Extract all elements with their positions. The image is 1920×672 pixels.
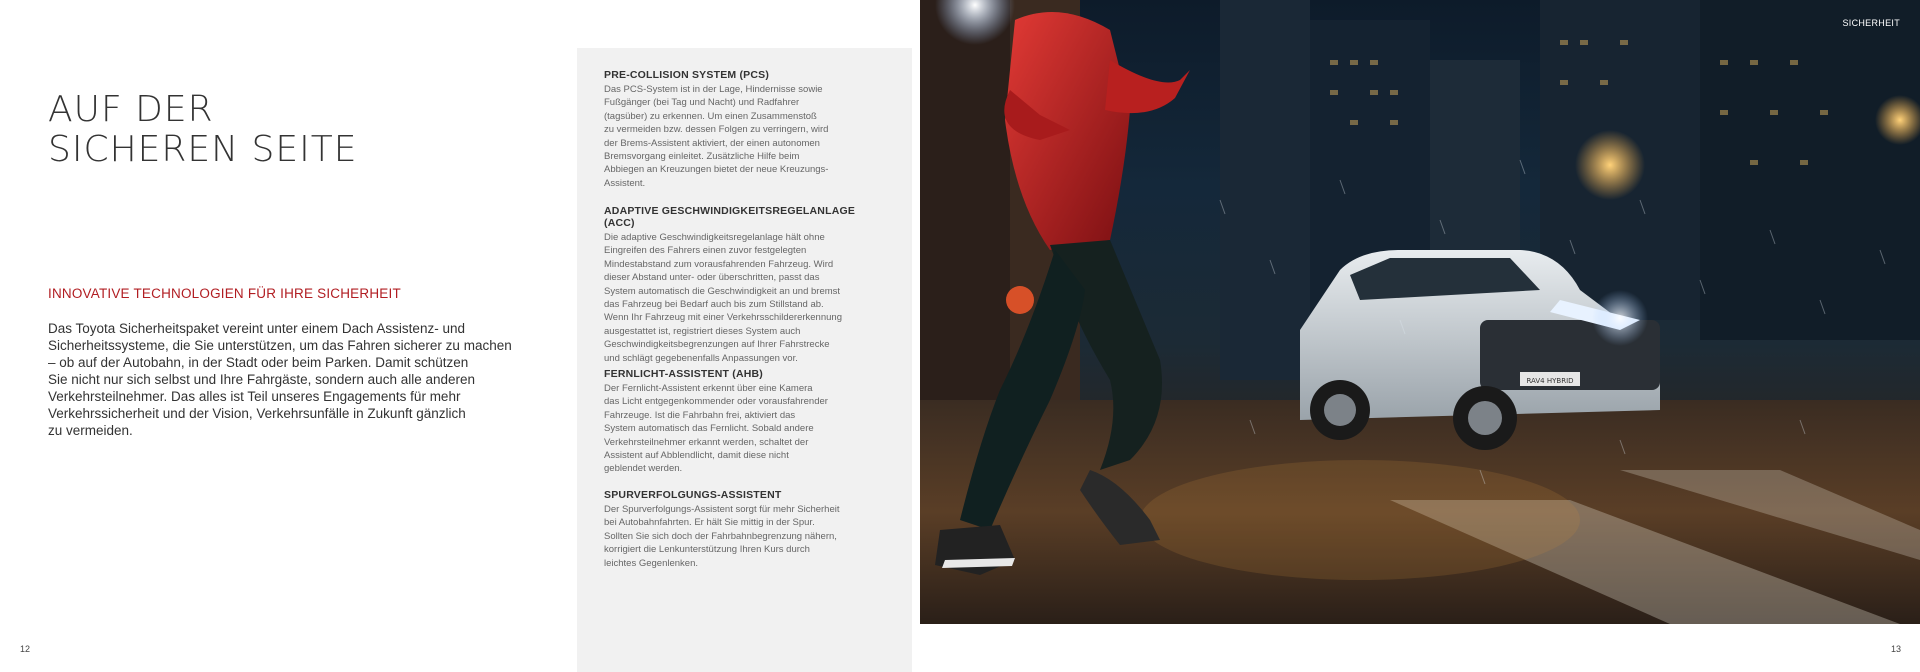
text-line: Fahrzeuge. Ist die Fahrbahn frei, aktiviert das <box>604 409 796 421</box>
night-city-scene <box>920 0 1920 624</box>
text-line: ausgestattet ist, registriert dieses System auch <box>604 325 801 337</box>
text-line: leichtes Gegenlenken. <box>604 557 699 569</box>
section-label: SICHERHEIT <box>1842 18 1900 28</box>
text-line: Das PCS-System ist in der Lage, Hindernisse sowie <box>604 84 823 95</box>
text-line: geblendet werden. <box>604 463 683 475</box>
feature-text <box>604 231 874 365</box>
intro-line: Das Toyota Sicherheitspaket vereint unter einem Dach Assistenz- und <box>48 321 465 336</box>
feature-text <box>604 503 874 570</box>
feature-pcs <box>604 69 874 190</box>
feature-title: SPURVERFOLGUNGS-ASSISTENT <box>604 489 782 501</box>
section-subheading: INNOVATIVE TECHNOLOGIEN FÜR IHRE SICHERHEIT <box>48 286 401 301</box>
text-line: Verkehrsteilnehmer erkannt werden, schaltet der <box>604 436 809 448</box>
intro-line: Sie nicht nur sich selbst und Ihre Fahrgäste, sondern auch alle anderen <box>48 372 476 387</box>
text-line: Wenn Ihr Fahrzeug mit einer Verkehrsschildererkennung <box>604 312 842 324</box>
text-line: Assistent auf Abblendlicht, damit diese nicht <box>604 450 789 462</box>
page-number-right: 13 <box>1891 644 1902 654</box>
feature-title: ADAPTIVE GESCHWINDIGKEITSREGELANLAGE (ACC) <box>604 205 856 229</box>
feature-title: FERNLICHT-ASSISTENT (AHB) <box>604 368 763 380</box>
text-line: das Licht entgegenkommender oder vorausfahrender <box>604 396 828 408</box>
text-line: der Brems-Assistent aktiviert, der einen autonomen <box>604 137 820 149</box>
text-line: Geschwindigkeitsbegrenzungen auf Ihrer Fahrstrecke <box>604 339 830 351</box>
page-number-left: 12 <box>20 644 31 654</box>
road-reflection <box>1140 460 1580 580</box>
text-line: System automatisch das Fernlicht. Sobald andere <box>604 423 814 435</box>
intro-paragraph <box>48 320 518 439</box>
feature-title: PRE-COLLISION SYSTEM (PCS) <box>604 69 770 81</box>
page-title <box>48 90 358 170</box>
text-line: Der Fernlicht-Assistent erkennt über eine Kamera <box>604 383 813 394</box>
text-line: System automatisch die Geschwindigkeit an und bremst <box>604 285 841 297</box>
title-line: AUF DER <box>48 89 214 130</box>
feature-ahb <box>604 368 874 476</box>
intro-line: Verkehrssicherheit und der Vision, Verkehrsunfälle in Zukunft gänzlich <box>48 406 466 421</box>
text-line: bei Autobahnfahrten. Er hält Sie mittig in der Spur. <box>604 517 815 529</box>
text-line: Fußgänger (bei Tag und Nacht) und Radfahrer <box>604 97 800 109</box>
title-line: SICHEREN SEITE <box>48 129 358 170</box>
hero-photo <box>920 0 1920 624</box>
intro-line: Sicherheitssysteme, die Sie unterstützen, um das Fahren sicherer zu machen <box>48 338 512 353</box>
text-line: und schlägt gegebenenfalls Anpassungen vor. <box>604 352 798 364</box>
intro-line: zu vermeiden. <box>48 423 133 438</box>
text-line: Bremsvorgang einleitet. Zusätzliche Hilfe beim <box>604 151 800 163</box>
feature-lane-tracing <box>604 489 874 570</box>
text-line: Der Spurverfolgungs-Assistent sorgt für mehr Sicherheit <box>604 504 840 515</box>
feature-panel <box>577 48 912 672</box>
text-line: (tagsüber) zu erkennen. Um einen Zusammenstoß <box>604 110 817 122</box>
text-line: das Fahrzeug bei Bedarf auch bis zum Stillstand ab. <box>604 299 824 311</box>
intro-line: – ob auf der Autobahn, in der Stadt oder beim Parken. Damit schützen <box>48 355 469 370</box>
license-plate: RAV4 HYBRID <box>1526 377 1574 385</box>
feature-text <box>604 382 874 476</box>
text-line: korrigiert die Lenkunterstützung Ihren Kurs durch <box>604 544 810 556</box>
intro-line: Verkehrsteilnehmer. Das alles ist Teil unseres Engagements für mehr <box>48 389 461 404</box>
text-line: zu vermeiden bzw. dessen Folgen zu verringern, wird <box>604 124 829 136</box>
feature-acc <box>604 205 874 365</box>
text-line: dieser Abstand unter- oder überschritten, passt das <box>604 272 820 284</box>
text-line: Sollten Sie sich doch der Fahrbahnbegrenzung nähern, <box>604 530 837 542</box>
feature-text <box>604 83 874 190</box>
text-line: Assistent. <box>604 177 646 189</box>
text-line: Abbiegen an Kreuzungen bietet der neue Kreuzungs- <box>604 164 829 176</box>
street-light <box>1575 130 1645 200</box>
text-line: Mindestabstand zum vorausfahrenden Fahrzeug. Wird <box>604 258 834 270</box>
text-line: Die adaptive Geschwindigkeitsregelanlage hält ohne <box>604 232 825 243</box>
traffic-light <box>1006 286 1034 314</box>
headlight-glow <box>1592 290 1648 346</box>
text-line: Eingreifen des Fahrers einen zuvor festgelegten <box>604 245 807 257</box>
